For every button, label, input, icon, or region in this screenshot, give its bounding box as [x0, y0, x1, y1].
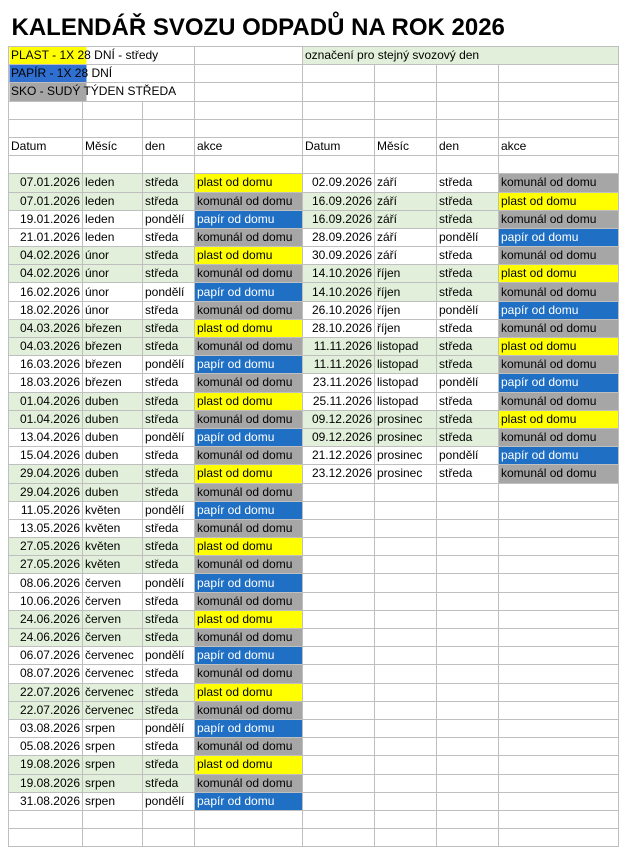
- date-cell: 19.08.2026: [9, 774, 83, 792]
- table-row: [9, 356, 619, 374]
- date-cell: 09.12.2026: [303, 428, 375, 446]
- day-cell: středa: [143, 301, 195, 319]
- date-cell: 22.07.2026: [9, 701, 83, 719]
- table-row: [9, 610, 619, 628]
- action-cell: komunál od domu: [195, 519, 303, 537]
- month-cell: prosinec: [375, 428, 437, 446]
- table-row: [9, 301, 619, 319]
- day-cell: pondělí: [437, 228, 499, 246]
- day-cell: středa: [437, 210, 499, 228]
- month-cell: srpen: [83, 792, 143, 810]
- day-cell: pondělí: [437, 447, 499, 465]
- action-cell: komunál od domu: [195, 374, 303, 392]
- month-cell: duben: [83, 483, 143, 501]
- month-cell: září: [375, 174, 437, 192]
- day-cell: středa: [143, 265, 195, 283]
- table-row: [9, 283, 619, 301]
- month-cell: srpen: [83, 756, 143, 774]
- action-cell: komunál od domu: [195, 738, 303, 756]
- table-row: [9, 556, 619, 574]
- month-cell: únor: [83, 301, 143, 319]
- action-cell: plast od domu: [195, 319, 303, 337]
- date-cell: 13.05.2026: [9, 519, 83, 537]
- date-cell: 01.04.2026: [9, 392, 83, 410]
- table-row: [9, 265, 619, 283]
- month-cell: červen: [83, 592, 143, 610]
- month-cell: prosinec: [375, 410, 437, 428]
- day-cell: pondělí: [143, 356, 195, 374]
- header-datum: Datum: [9, 137, 83, 155]
- action-cell: komunál od domu: [195, 483, 303, 501]
- month-cell: říjen: [375, 265, 437, 283]
- header-akce: akce: [195, 137, 303, 155]
- date-cell: 08.06.2026: [9, 574, 83, 592]
- action-cell: papír od domu: [499, 228, 619, 246]
- day-cell: středa: [143, 610, 195, 628]
- month-cell: prosinec: [375, 465, 437, 483]
- page-title: KALENDÁŘ SVOZU ODPADŮ NA ROK 2026: [9, 8, 619, 47]
- date-cell: 11.11.2026: [303, 356, 375, 374]
- action-cell: plast od domu: [195, 174, 303, 192]
- month-cell: červen: [83, 574, 143, 592]
- action-cell: komunál od domu: [499, 283, 619, 301]
- day-cell: středa: [437, 410, 499, 428]
- day-cell: pondělí: [437, 374, 499, 392]
- day-cell: středa: [437, 392, 499, 410]
- action-cell: komunál od domu: [195, 410, 303, 428]
- month-cell: listopad: [375, 374, 437, 392]
- day-cell: středa: [143, 338, 195, 356]
- header-den: den: [437, 137, 499, 155]
- header-mesic: Měsíc: [83, 137, 143, 155]
- date-cell: 01.04.2026: [9, 410, 83, 428]
- day-cell: středa: [437, 338, 499, 356]
- day-cell: středa: [143, 683, 195, 701]
- month-cell: leden: [83, 174, 143, 192]
- legend-plast: PLAST - 1X 28 DNÍ - středy: [9, 47, 195, 65]
- day-cell: středa: [143, 592, 195, 610]
- date-cell: 31.08.2026: [9, 792, 83, 810]
- action-cell: komunál od domu: [499, 392, 619, 410]
- action-cell: plast od domu: [195, 465, 303, 483]
- month-cell: červenec: [83, 683, 143, 701]
- month-cell: listopad: [375, 392, 437, 410]
- action-cell: papír od domu: [195, 356, 303, 374]
- date-cell: 14.10.2026: [303, 283, 375, 301]
- table-row: [9, 247, 619, 265]
- date-cell: 04.03.2026: [9, 338, 83, 356]
- month-cell: září: [375, 192, 437, 210]
- action-cell: papír od domu: [195, 647, 303, 665]
- action-cell: komunál od domu: [499, 174, 619, 192]
- month-cell: květen: [83, 538, 143, 556]
- action-cell: komunál od domu: [499, 356, 619, 374]
- month-cell: září: [375, 210, 437, 228]
- day-cell: středa: [143, 519, 195, 537]
- month-cell: duben: [83, 410, 143, 428]
- date-cell: 13.04.2026: [9, 428, 83, 446]
- action-cell: papír od domu: [195, 719, 303, 737]
- date-cell: 16.03.2026: [9, 356, 83, 374]
- month-cell: srpen: [83, 738, 143, 756]
- day-cell: středa: [437, 465, 499, 483]
- date-cell: 16.09.2026: [303, 192, 375, 210]
- action-cell: komunál od domu: [195, 774, 303, 792]
- date-cell: 23.11.2026: [303, 374, 375, 392]
- table-row: [9, 483, 619, 501]
- day-cell: středa: [143, 738, 195, 756]
- action-cell: plast od domu: [195, 392, 303, 410]
- day-cell: středa: [437, 319, 499, 337]
- action-cell: komunál od domu: [499, 428, 619, 446]
- table-row: [9, 738, 619, 756]
- day-cell: středa: [143, 410, 195, 428]
- action-cell: papír od domu: [195, 428, 303, 446]
- month-cell: duben: [83, 465, 143, 483]
- date-cell: 18.02.2026: [9, 301, 83, 319]
- action-cell: papír od domu: [195, 210, 303, 228]
- table-row: [9, 228, 619, 246]
- month-cell: červenec: [83, 647, 143, 665]
- table-row: [9, 319, 619, 337]
- action-cell: plast od domu: [195, 247, 303, 265]
- date-cell: 25.11.2026: [303, 392, 375, 410]
- action-cell: papír od domu: [195, 283, 303, 301]
- date-cell: 11.11.2026: [303, 338, 375, 356]
- month-cell: březen: [83, 356, 143, 374]
- action-cell: komunál od domu: [195, 447, 303, 465]
- day-cell: středa: [143, 538, 195, 556]
- date-cell: 24.06.2026: [9, 629, 83, 647]
- day-cell: pondělí: [143, 501, 195, 519]
- action-cell: komunál od domu: [195, 228, 303, 246]
- day-cell: pondělí: [143, 647, 195, 665]
- date-cell: 29.04.2026: [9, 483, 83, 501]
- table-row: [9, 538, 619, 556]
- date-cell: 24.06.2026: [9, 610, 83, 628]
- header-datum: Datum: [303, 137, 375, 155]
- day-cell: středa: [437, 174, 499, 192]
- date-cell: 14.10.2026: [303, 265, 375, 283]
- action-cell: komunál od domu: [499, 465, 619, 483]
- date-cell: 10.06.2026: [9, 592, 83, 610]
- table-row: [9, 683, 619, 701]
- date-cell: 28.10.2026: [303, 319, 375, 337]
- day-cell: středa: [143, 392, 195, 410]
- month-cell: květen: [83, 519, 143, 537]
- calendar-sheet: [8, 8, 618, 847]
- table-row: [9, 210, 619, 228]
- date-cell: 09.12.2026: [303, 410, 375, 428]
- month-cell: březen: [83, 338, 143, 356]
- action-cell: papír od domu: [195, 574, 303, 592]
- month-cell: leden: [83, 228, 143, 246]
- header-row: [9, 137, 619, 155]
- month-cell: březen: [83, 374, 143, 392]
- date-cell: 04.02.2026: [9, 247, 83, 265]
- day-cell: pondělí: [437, 301, 499, 319]
- month-cell: únor: [83, 265, 143, 283]
- action-cell: papír od domu: [195, 501, 303, 519]
- day-cell: středa: [143, 374, 195, 392]
- date-cell: 30.09.2026: [303, 247, 375, 265]
- month-cell: říjen: [375, 301, 437, 319]
- action-cell: komunál od domu: [195, 192, 303, 210]
- date-cell: 04.02.2026: [9, 265, 83, 283]
- action-cell: komunál od domu: [195, 265, 303, 283]
- table-row: [9, 447, 619, 465]
- action-cell: plast od domu: [195, 683, 303, 701]
- calendar-table: [8, 8, 619, 847]
- table-row: [9, 792, 619, 810]
- month-cell: květen: [83, 501, 143, 519]
- table-row: [9, 465, 619, 483]
- date-cell: 26.10.2026: [303, 301, 375, 319]
- month-cell: červenec: [83, 701, 143, 719]
- legend-sko: SKO - SUDÝ TÝDEN STŘEDA: [9, 83, 195, 101]
- action-cell: komunál od domu: [499, 319, 619, 337]
- action-cell: komunál od domu: [195, 338, 303, 356]
- table-row: [9, 410, 619, 428]
- table-row: [9, 392, 619, 410]
- day-cell: středa: [437, 356, 499, 374]
- table-row: [9, 810, 619, 828]
- month-cell: červenec: [83, 665, 143, 683]
- month-cell: listopad: [375, 356, 437, 374]
- month-cell: leden: [83, 192, 143, 210]
- date-cell: 04.03.2026: [9, 319, 83, 337]
- table-row: [9, 174, 619, 192]
- action-cell: komunál od domu: [195, 629, 303, 647]
- date-cell: 27.05.2026: [9, 556, 83, 574]
- table-row: [9, 501, 619, 519]
- legend-papir: PAPÍR - 1X 28 DNÍ: [9, 65, 195, 83]
- header-akce: akce: [499, 137, 619, 155]
- date-cell: 02.09.2026: [303, 174, 375, 192]
- action-cell: papír od domu: [499, 374, 619, 392]
- table-row: [9, 774, 619, 792]
- table-row: [9, 629, 619, 647]
- date-cell: 05.08.2026: [9, 738, 83, 756]
- day-cell: středa: [437, 192, 499, 210]
- day-cell: středa: [143, 192, 195, 210]
- table-row: [9, 192, 619, 210]
- table-row: [9, 592, 619, 610]
- month-cell: září: [375, 228, 437, 246]
- month-cell: prosinec: [375, 447, 437, 465]
- day-cell: pondělí: [143, 792, 195, 810]
- action-cell: papír od domu: [195, 792, 303, 810]
- action-cell: plast od domu: [195, 610, 303, 628]
- action-cell: plast od domu: [499, 192, 619, 210]
- date-cell: 08.07.2026: [9, 665, 83, 683]
- action-cell: komunál od domu: [499, 247, 619, 265]
- day-cell: středa: [143, 319, 195, 337]
- action-cell: komunál od domu: [195, 592, 303, 610]
- table-row: [9, 829, 619, 847]
- day-cell: středa: [143, 483, 195, 501]
- date-cell: 16.09.2026: [303, 210, 375, 228]
- month-cell: říjen: [375, 319, 437, 337]
- day-cell: středa: [143, 247, 195, 265]
- month-cell: říjen: [375, 283, 437, 301]
- day-cell: středa: [143, 756, 195, 774]
- date-cell: 03.08.2026: [9, 719, 83, 737]
- month-cell: duben: [83, 447, 143, 465]
- day-cell: pondělí: [143, 210, 195, 228]
- action-cell: komunál od domu: [195, 556, 303, 574]
- header-den: den: [143, 137, 195, 155]
- action-cell: plast od domu: [195, 756, 303, 774]
- table-row: [9, 701, 619, 719]
- action-cell: plast od domu: [499, 265, 619, 283]
- table-row: [9, 374, 619, 392]
- date-cell: 19.08.2026: [9, 756, 83, 774]
- month-cell: duben: [83, 428, 143, 446]
- day-cell: středa: [437, 283, 499, 301]
- month-cell: únor: [83, 283, 143, 301]
- date-cell: 18.03.2026: [9, 374, 83, 392]
- action-cell: komunál od domu: [195, 301, 303, 319]
- date-cell: 21.12.2026: [303, 447, 375, 465]
- day-cell: středa: [143, 701, 195, 719]
- day-cell: pondělí: [143, 574, 195, 592]
- date-cell: 22.07.2026: [9, 683, 83, 701]
- month-cell: listopad: [375, 338, 437, 356]
- date-cell: 23.12.2026: [303, 465, 375, 483]
- date-cell: 16.02.2026: [9, 283, 83, 301]
- day-cell: středa: [437, 428, 499, 446]
- table-row: [9, 519, 619, 537]
- day-cell: středa: [143, 465, 195, 483]
- month-cell: leden: [83, 210, 143, 228]
- table-row: [9, 647, 619, 665]
- month-cell: srpen: [83, 719, 143, 737]
- month-cell: květen: [83, 556, 143, 574]
- day-cell: pondělí: [143, 283, 195, 301]
- day-cell: středa: [437, 247, 499, 265]
- action-cell: komunál od domu: [499, 210, 619, 228]
- month-cell: únor: [83, 247, 143, 265]
- day-cell: pondělí: [143, 428, 195, 446]
- month-cell: červen: [83, 610, 143, 628]
- table-row: [9, 574, 619, 592]
- month-cell: březen: [83, 319, 143, 337]
- month-cell: červen: [83, 629, 143, 647]
- month-cell: srpen: [83, 774, 143, 792]
- month-cell: září: [375, 247, 437, 265]
- date-cell: 21.01.2026: [9, 228, 83, 246]
- date-cell: 07.01.2026: [9, 192, 83, 210]
- day-cell: středa: [143, 556, 195, 574]
- table-row: [9, 665, 619, 683]
- day-cell: středa: [143, 629, 195, 647]
- legend-same-day: označení pro stejný svozový den: [303, 47, 619, 65]
- action-cell: komunál od domu: [195, 665, 303, 683]
- day-cell: středa: [143, 447, 195, 465]
- date-cell: 29.04.2026: [9, 465, 83, 483]
- date-cell: 06.07.2026: [9, 647, 83, 665]
- date-cell: 28.09.2026: [303, 228, 375, 246]
- day-cell: středa: [437, 265, 499, 283]
- date-cell: 15.04.2026: [9, 447, 83, 465]
- month-cell: duben: [83, 392, 143, 410]
- day-cell: středa: [143, 228, 195, 246]
- date-cell: 27.05.2026: [9, 538, 83, 556]
- date-cell: 07.01.2026: [9, 174, 83, 192]
- day-cell: středa: [143, 665, 195, 683]
- action-cell: plast od domu: [195, 538, 303, 556]
- action-cell: komunál od domu: [195, 701, 303, 719]
- table-row: [9, 719, 619, 737]
- action-cell: papír od domu: [499, 447, 619, 465]
- header-mesic: Měsíc: [375, 137, 437, 155]
- table-row: [9, 338, 619, 356]
- table-row: [9, 428, 619, 446]
- action-cell: plast od domu: [499, 410, 619, 428]
- action-cell: plast od domu: [499, 338, 619, 356]
- date-cell: 11.05.2026: [9, 501, 83, 519]
- date-cell: 19.01.2026: [9, 210, 83, 228]
- action-cell: papír od domu: [499, 301, 619, 319]
- day-cell: pondělí: [143, 719, 195, 737]
- table-row: [9, 756, 619, 774]
- day-cell: středa: [143, 174, 195, 192]
- day-cell: středa: [143, 774, 195, 792]
